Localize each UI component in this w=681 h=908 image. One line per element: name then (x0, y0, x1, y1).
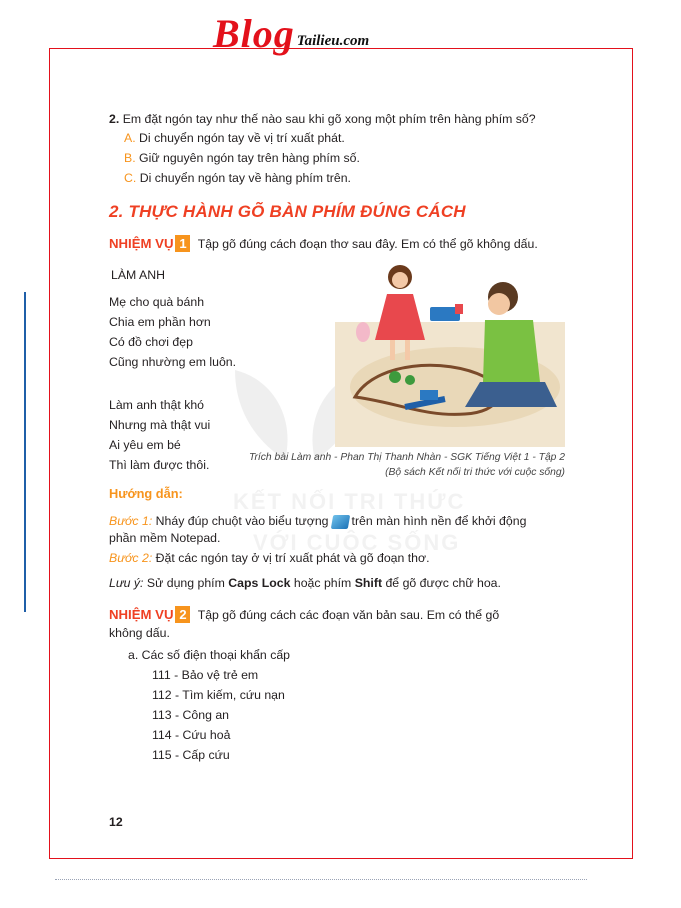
guide-step-1: Bước 1: Nháy đúp chuột vào biểu tượng trên màn hình nền để khởi động (109, 514, 527, 528)
guide-note: Lưu ý: Sử dụng phím Caps Lock hoặc phím Shift để gõ được chữ hoa. (109, 576, 501, 590)
list-item: 114 - Cứu hoả (152, 728, 231, 742)
list-item: 115 - Cấp cứu (152, 748, 230, 762)
logo-main-text: Blog (213, 11, 295, 56)
list-item: 112 - Tìm kiếm, cứu nạn (152, 688, 285, 702)
task-2-text-continued: không dấu. (109, 626, 170, 640)
guide-heading: Hướng dẫn: (109, 486, 183, 501)
poem-title: LÀM ANH (111, 268, 165, 282)
task-2-label: NHIỆM VỤ (109, 607, 174, 622)
poem-line: Ai yêu em bé (109, 438, 181, 452)
poem-line: Có đồ chơi đẹp (109, 335, 193, 349)
footer-divider (55, 879, 587, 881)
poem-line: Làm anh thật khó (109, 398, 205, 412)
question-2-option-a: A. Di chuyển ngón tay về vị trí xuất phát. (124, 131, 345, 145)
section-2-title: 2. THỰC HÀNH GÕ BÀN PHÍM ĐÚNG CÁCH (109, 202, 466, 221)
guide-step-1-continued: phần mềm Notepad. (109, 531, 221, 545)
emergency-list-title: a. Các số điện thoại khẩn cấp (128, 648, 291, 662)
list-item: 113 - Công an (152, 708, 230, 722)
task-1-label: NHIỆM VỤ (109, 236, 174, 251)
poem-source-caption: Trích bài Làm anh - Phan Thị Thanh Nhàn - SGK Tiếng Việt 1 - Tập 2 (248, 452, 565, 463)
page-number: 12 (109, 815, 123, 829)
task-1-number: 1 (175, 235, 190, 252)
poem-line: Cũng nhường em luôn. (109, 355, 237, 369)
question-2-text: Em đặt ngón tay như thế nào sau khi gõ xong một phím trên hàng phím số? (122, 112, 536, 126)
task-2-number: 2 (175, 606, 190, 623)
children-toy-train-illustration (335, 262, 565, 447)
side-accent-bar (24, 292, 26, 612)
logo-sub-text: Tailieu.com (296, 33, 370, 49)
task-2-text: Tập gõ đúng cách các đoạn văn bản sau. Em có thể gõ (197, 608, 500, 622)
question-2-option-b: B. Giữ nguyên ngón tay trên hàng phím số. (124, 151, 360, 165)
watermark-text-1: KẾT NỐI TRI THỨC (233, 489, 466, 514)
guide-step-2: Bước 2: Đặt các ngón tay ở vị trí xuất phát và gõ đoạn thơ. (109, 551, 430, 565)
task-1-text: Tập gõ đúng cách đoạn thơ sau đây. Em có thể gõ không dấu. (197, 237, 538, 251)
watermark-text-2: VỚI CUỘC SỐNG (253, 530, 461, 555)
poem-line: Mẹ cho quà bánh (109, 295, 205, 309)
question-2-number: 2. (109, 112, 120, 126)
poem-source-book: (Bộ sách Kết nối tri thức với cuộc sống) (385, 467, 565, 478)
list-item: 111 - Bảo vệ trẻ em (152, 668, 259, 682)
question-2-option-c: C. Di chuyển ngón tay về hàng phím trên. (124, 171, 351, 185)
task-2-instruction (109, 606, 499, 623)
notepad-icon (330, 515, 349, 529)
question-2-prompt (109, 112, 536, 127)
shift-key-label: Shift (354, 576, 383, 590)
poem-line: Nhưng mà thật vui (109, 418, 211, 432)
poem-line: Chia em phần hơn (109, 315, 211, 329)
task-1-instruction (109, 235, 538, 252)
poem-line: Thì làm được thôi. (109, 458, 210, 472)
caps-lock-key-label: Caps Lock (228, 576, 291, 590)
